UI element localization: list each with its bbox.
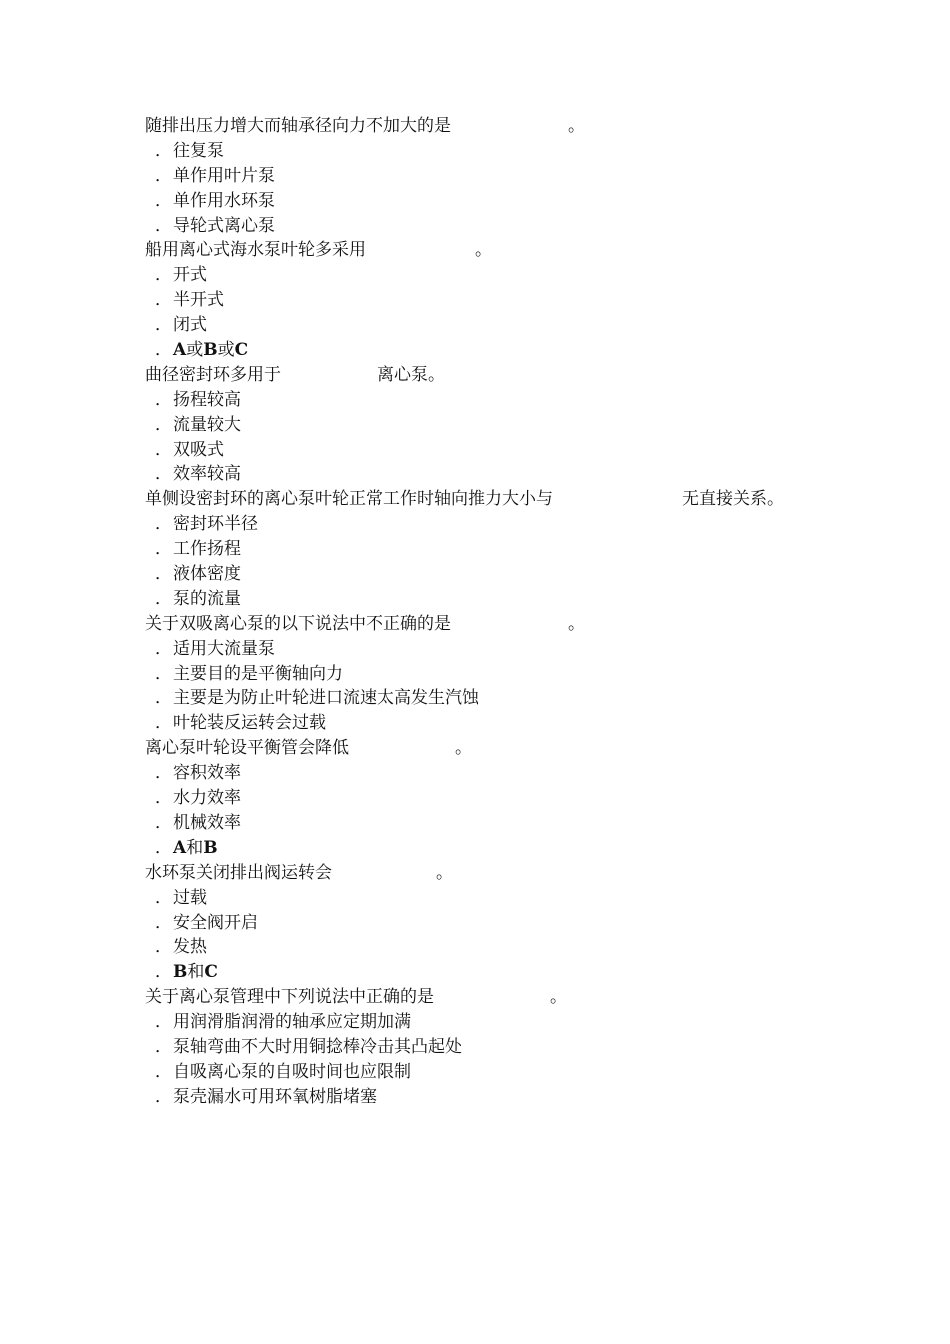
answer-option (145, 637, 865, 662)
option-text-segment: 导轮式离心泵 (173, 215, 275, 236)
answer-option (145, 263, 865, 288)
option-text-segment: 密封环半径 (173, 514, 258, 535)
answer-option (145, 711, 865, 736)
answer-option (145, 935, 865, 960)
answer-option (145, 438, 865, 463)
option-text-segment: B (203, 340, 218, 361)
answer-option (145, 413, 865, 438)
answer-option (145, 313, 865, 338)
option-text-segment: 叶轮装反运转会过载 (173, 713, 326, 734)
option-text (173, 937, 207, 957)
question-text-end: 。 (568, 116, 585, 136)
answer-option (145, 761, 865, 786)
option-text-segment: 单作用叶片泵 (173, 165, 275, 186)
question-stem (145, 612, 865, 637)
answer-option (145, 811, 865, 836)
option-text-segment: 过载 (173, 887, 207, 908)
option-marker: ． (155, 439, 172, 460)
option-marker: ． (155, 564, 172, 585)
option-text-segment: 安全阀开启 (173, 912, 258, 933)
question-text-end: 。 (436, 862, 453, 883)
option-text-segment: 和 (186, 837, 204, 858)
option-marker: ． (155, 688, 172, 709)
answer-option (145, 288, 865, 313)
option-marker: ． (155, 937, 172, 958)
option-marker: ． (155, 1061, 172, 1082)
answer-option (145, 911, 865, 936)
answer-option (145, 886, 865, 911)
question-text: 离心泵叶轮设平衡管会降低 (145, 738, 349, 759)
question-text-end: 。 (550, 987, 567, 1008)
option-text-segment: 主要是为防止叶轮进口流速太高发生汽蚀 (173, 688, 479, 709)
option-marker: ． (155, 1036, 172, 1057)
answer-option (145, 139, 865, 164)
option-text (173, 1012, 411, 1032)
option-text (173, 390, 241, 410)
option-text-segment: C (204, 962, 218, 983)
option-marker: ． (155, 812, 172, 833)
option-text (173, 664, 343, 684)
option-text-segment: 用润滑脂润滑的轴承应定期加满 (173, 1012, 411, 1033)
option-text (173, 265, 207, 285)
option-text (173, 763, 241, 783)
option-text (173, 688, 479, 708)
answer-option (145, 388, 865, 413)
answer-option (145, 164, 865, 189)
option-text-segment: 泵的流量 (173, 588, 241, 609)
option-marker: ． (155, 290, 172, 311)
answer-option (145, 587, 865, 612)
option-text (173, 639, 275, 659)
option-text-segment: 工作扬程 (173, 539, 241, 560)
option-text (173, 514, 258, 534)
option-text-segment: B (203, 837, 218, 858)
option-text (173, 1087, 377, 1107)
option-text-segment: 往复泵 (173, 140, 224, 161)
question-text-end: 无直接关系。 (682, 489, 784, 510)
option-text-segment: A (173, 340, 187, 361)
option-text-segment: 和 (187, 962, 205, 983)
option-marker: ． (155, 837, 172, 858)
option-text-segment: A (173, 837, 187, 858)
option-marker: ． (155, 638, 172, 659)
option-text (173, 813, 241, 833)
option-text-segment: 扬程较高 (173, 389, 241, 410)
answer-option (145, 960, 865, 985)
answer-option (145, 537, 865, 562)
question-text-end: 。 (475, 240, 492, 261)
answer-option (145, 338, 865, 363)
option-marker: ． (155, 1012, 172, 1033)
option-text (173, 141, 224, 161)
option-text (173, 838, 218, 858)
option-text-segment: 容积效率 (173, 763, 241, 784)
option-marker: ． (155, 539, 172, 560)
option-marker: ． (155, 464, 172, 485)
option-text (173, 440, 224, 460)
option-marker: ． (155, 340, 172, 361)
option-text-segment: 适用大流量泵 (173, 638, 275, 659)
option-text (173, 191, 275, 211)
option-text (173, 1037, 462, 1057)
question-list (145, 114, 865, 1110)
option-text-segment: 或 (217, 340, 235, 361)
option-text (173, 340, 248, 360)
option-text-segment: 液体密度 (173, 564, 241, 585)
option-text (173, 888, 207, 908)
option-text-segment: B (173, 962, 188, 983)
option-text-segment: 泵壳漏水可用环氧树脂堵塞 (173, 1086, 377, 1107)
answer-option (145, 1060, 865, 1085)
question-stem (145, 238, 865, 263)
question-text: 单侧设密封环的离心泵叶轮正常工作时轴向推力大小与 (145, 489, 553, 510)
option-text-segment: 半开式 (173, 290, 224, 311)
answer-option (145, 836, 865, 861)
option-text-segment: 开式 (173, 265, 207, 286)
question-stem (145, 114, 865, 139)
option-marker: ． (155, 265, 172, 286)
option-text (173, 166, 275, 186)
question-text: 水环泵关闭排出阀运转会 (145, 862, 332, 883)
answer-option (145, 512, 865, 537)
question-stem (145, 363, 865, 388)
question-text: 船用离心式海水泵叶轮多采用 (145, 240, 366, 261)
option-text-segment: 闭式 (173, 315, 207, 336)
option-text (173, 1062, 411, 1082)
option-text-segment: 或 (186, 340, 204, 361)
question-text-end: 。 (455, 738, 472, 759)
option-text (173, 315, 207, 335)
option-marker: ． (155, 887, 172, 908)
option-text-segment: 单作用水环泵 (173, 190, 275, 211)
option-text-segment: 泵轴弯曲不大时用铜捻棒冷击其凸起处 (173, 1036, 462, 1057)
option-text-segment: 水力效率 (173, 788, 241, 809)
question-stem (145, 861, 865, 886)
option-text (173, 539, 241, 559)
option-text (173, 713, 326, 733)
answer-option (145, 462, 865, 487)
option-text-segment: 主要目的是平衡轴向力 (173, 663, 343, 684)
option-text-segment: 发热 (173, 937, 207, 958)
answer-option (145, 1035, 865, 1060)
option-marker: ． (155, 763, 172, 784)
option-text-segment: C (234, 340, 249, 361)
answer-option (145, 1010, 865, 1035)
option-marker: ． (155, 315, 172, 336)
question-stem (145, 487, 865, 512)
option-text-segment: 机械效率 (173, 812, 241, 833)
option-text (173, 216, 275, 236)
question-stem (145, 736, 865, 761)
question-stem (145, 985, 865, 1010)
question-text: 随排出压力增大而轴承径向力不加大的是 (145, 116, 451, 136)
answer-option (145, 786, 865, 811)
option-text-segment: 自吸离心泵的自吸时间也应限制 (173, 1061, 411, 1082)
question-text: 曲径密封环多用于 (145, 364, 281, 385)
option-text (173, 962, 218, 982)
question-text-end: 离心泵。 (377, 364, 445, 385)
option-marker: ． (155, 1086, 172, 1107)
option-text (173, 589, 241, 609)
option-text-segment: 双吸式 (173, 439, 224, 460)
answer-option (145, 686, 865, 711)
option-marker: ． (155, 962, 172, 983)
answer-option (145, 662, 865, 687)
question-text: 关于双吸离心泵的以下说法中不正确的是 (145, 613, 451, 634)
option-marker: ． (155, 588, 172, 609)
question-text: 关于离心泵管理中下列说法中正确的是 (145, 987, 434, 1008)
option-text (173, 415, 241, 435)
option-text (173, 464, 241, 484)
option-text (173, 788, 241, 808)
question-text-end: 。 (568, 613, 585, 634)
option-text (173, 564, 241, 584)
option-marker: ． (155, 414, 172, 435)
option-marker: ． (155, 389, 172, 410)
option-marker: ． (155, 912, 172, 933)
option-marker: ． (155, 190, 172, 211)
option-text-segment: 流量较大 (173, 414, 241, 435)
option-marker: ． (155, 165, 172, 186)
option-marker: ． (155, 215, 172, 236)
answer-option (145, 562, 865, 587)
answer-option (145, 214, 865, 239)
option-marker: ． (155, 788, 172, 809)
option-marker: ． (155, 713, 172, 734)
option-marker: ． (155, 140, 172, 161)
option-marker: ． (155, 663, 172, 684)
option-marker: ． (155, 514, 172, 535)
answer-option (145, 189, 865, 214)
option-text-segment: 效率较高 (173, 464, 241, 485)
answer-option (145, 1085, 865, 1110)
option-text (173, 290, 224, 310)
option-text (173, 913, 258, 933)
